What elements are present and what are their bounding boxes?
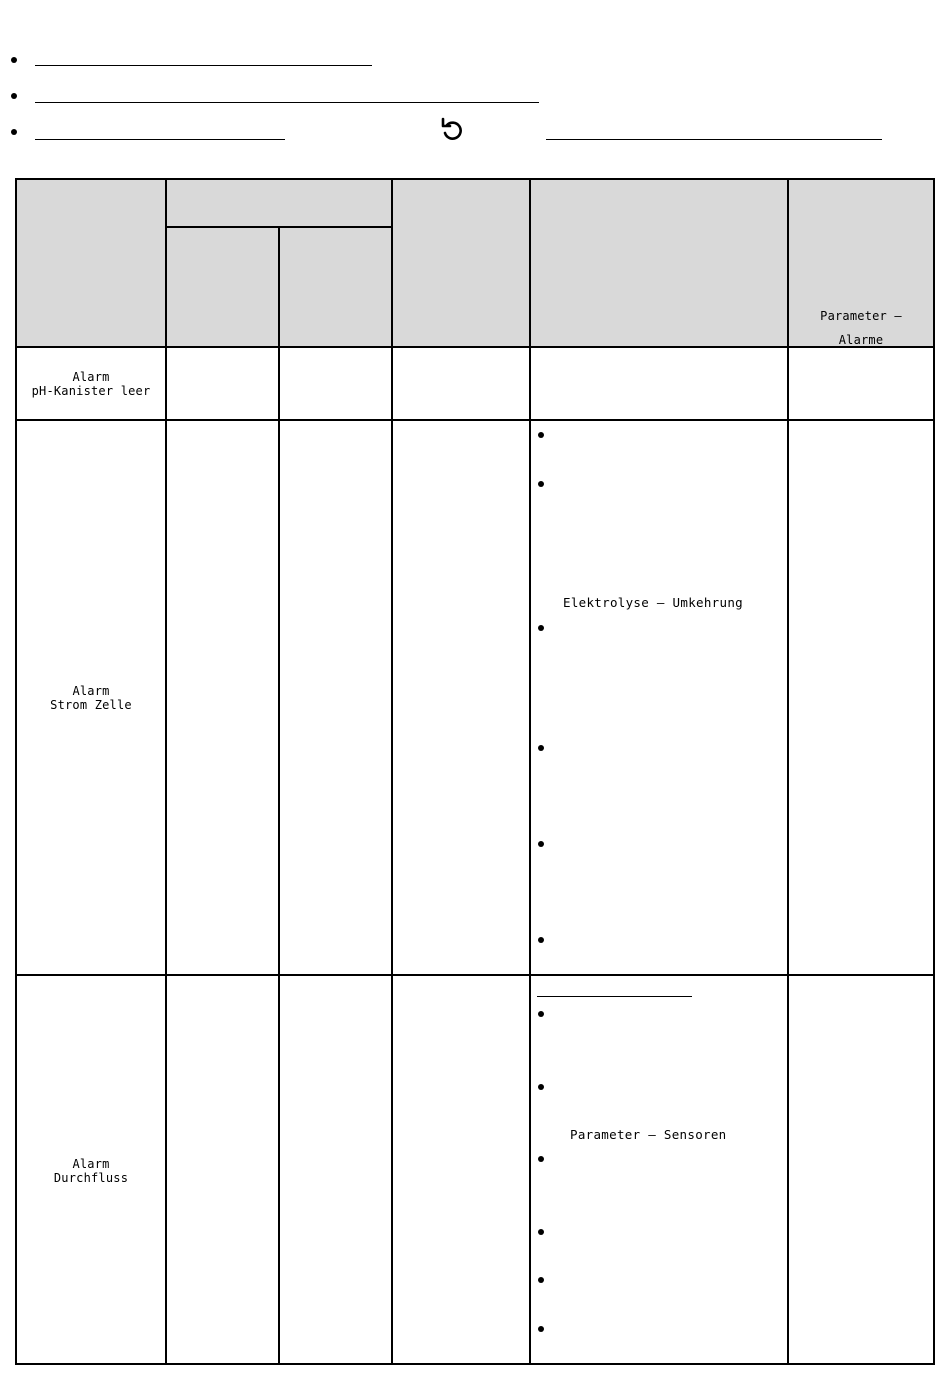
link-1[interactable] xyxy=(35,65,372,66)
column-divider xyxy=(787,178,789,1365)
alarm-label: Alarm xyxy=(72,684,110,698)
bullet-dot xyxy=(11,129,17,135)
alarm-name-cell xyxy=(17,684,165,712)
action-link-elektrolyse[interactable]: Elektrolyse – Umkehrung xyxy=(563,595,743,610)
action-bullet xyxy=(538,432,544,438)
action-bullet xyxy=(538,841,544,847)
action-bullet xyxy=(538,937,544,943)
undo-icon[interactable] xyxy=(440,117,464,143)
bullet-dot xyxy=(11,57,17,63)
header-parameter-alarm-line1: Parameter – xyxy=(820,309,902,323)
alarm-label: Strom Zelle xyxy=(50,698,132,712)
alarm-label: Alarm xyxy=(72,370,110,384)
table-border-left xyxy=(15,178,17,1365)
column-divider xyxy=(391,178,393,1365)
action-bullet xyxy=(538,745,544,751)
row-divider xyxy=(15,419,935,421)
link-3[interactable] xyxy=(35,139,285,140)
link-2[interactable] xyxy=(35,102,539,103)
table-border-top xyxy=(15,178,935,180)
action-bullet xyxy=(538,1011,544,1017)
action-bullet xyxy=(538,1277,544,1283)
alarm-label: Alarm xyxy=(72,1157,110,1171)
bullet-dot xyxy=(11,93,17,99)
alarm-label: pH-Kanister leer xyxy=(31,384,151,398)
header-parameter-alarm-line2: Alarme xyxy=(838,333,884,347)
table-border-right xyxy=(933,178,935,1365)
action-bullet xyxy=(538,1326,544,1332)
alarm-name-cell xyxy=(17,1157,165,1185)
action-bullet xyxy=(538,1084,544,1090)
header-parameter-alarm-link[interactable] xyxy=(789,304,933,352)
table-border-bottom xyxy=(15,1363,935,1365)
action-bullet xyxy=(538,625,544,631)
header-sub-divider xyxy=(165,226,393,228)
action-link-parameter-sensoren[interactable]: Parameter – Sensoren xyxy=(570,1127,727,1142)
action-bullet xyxy=(538,1229,544,1235)
action-bullet xyxy=(538,1156,544,1162)
action-bullet xyxy=(538,481,544,487)
column-divider xyxy=(278,227,280,1365)
column-divider xyxy=(165,178,167,1365)
action-underline-link[interactable] xyxy=(537,996,692,997)
alarm-name-cell xyxy=(17,370,165,398)
row-divider xyxy=(15,974,935,976)
link-4[interactable] xyxy=(546,139,882,140)
alarm-label: Durchfluss xyxy=(53,1171,129,1185)
column-divider xyxy=(529,178,531,1365)
